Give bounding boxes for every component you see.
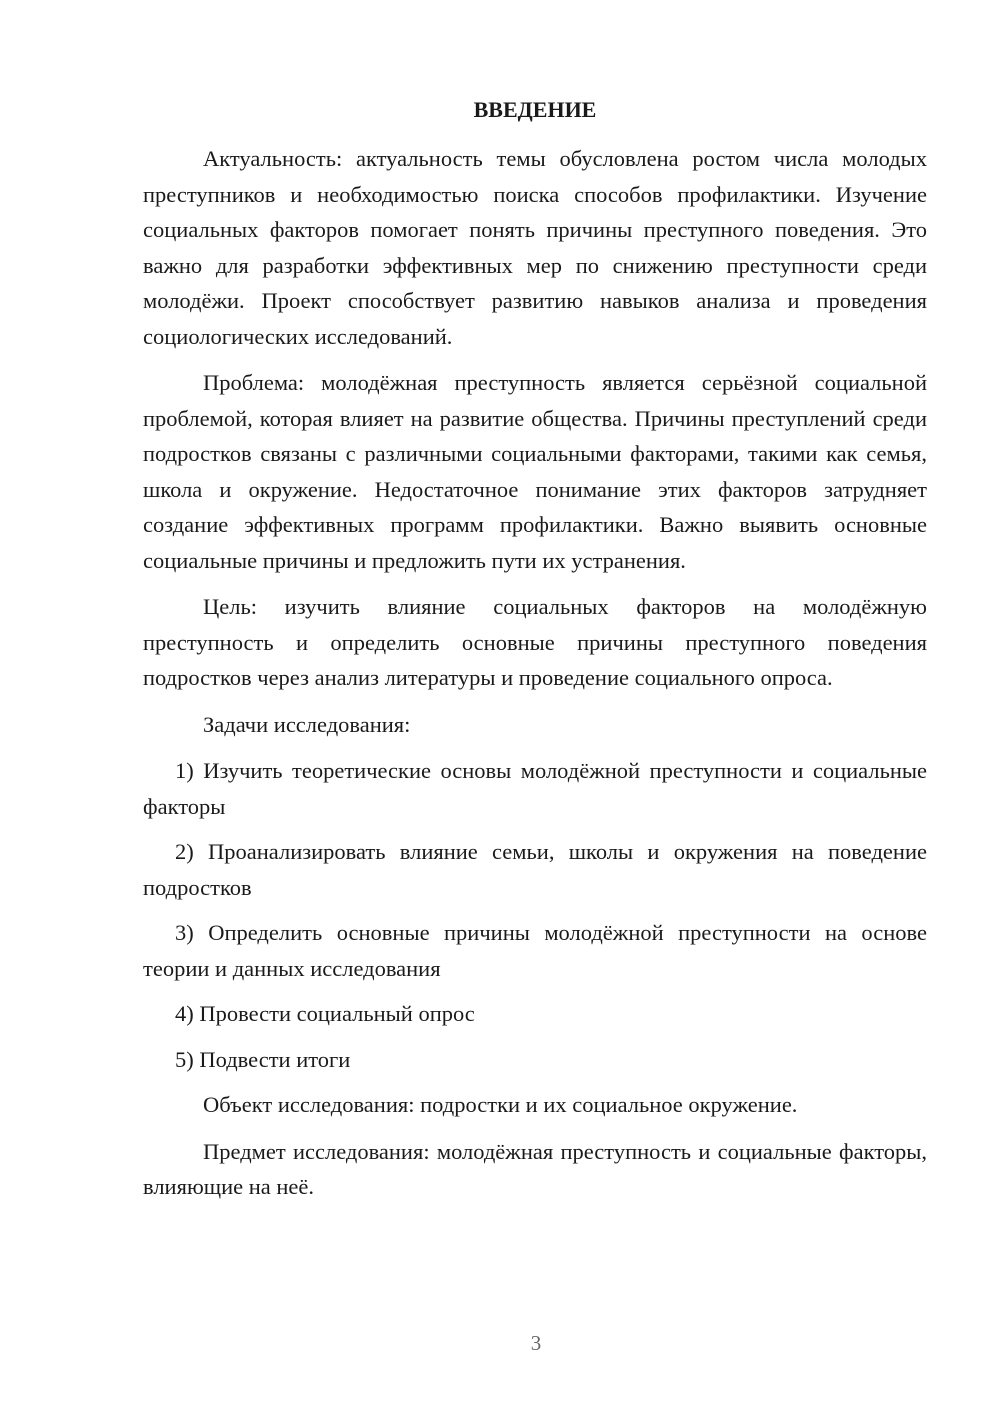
goal-paragraph: Цель: изучить влияние социальных факторов на молодёжную преступность и определить основные причины преступного поведения подростков через анализ литературы и проведение социального опроса. (143, 594, 927, 690)
problem-paragraph: Проблема: молодёжная преступность является серьёзной социальной проблемой, которая влияет на развитие общества. Причины преступлений среди подростков связаны с различными социальными факторами, такими как семья, школа и окружение. Недостаточное понимание этих факторов затрудняет создание эффективных программ профилактики. Важно выявить основные социальные причины и предложить пути их устранения. (143, 370, 927, 573)
tasks-heading: Задачи исследования: (203, 711, 411, 737)
page-number: 3 (530, 1331, 542, 1355)
relevance-paragraph: Актуальность: актуальность темы обусловлена ростом числа молодых преступников и необходимостью поиска способов профилактики. Изучение социальных факторов помогает понять причины преступного поведения. Это важно для разработки эффективных мер по снижению преступности среди молодёжи. Проект способствует развитию навыков анализа и проведения социологических исследований. (143, 146, 927, 349)
section-title: ВВЕДЕНИЕ (473, 97, 597, 122)
object-paragraph: Объект исследования: подростки и их социальное окружение. (203, 1092, 798, 1117)
task-item-2: 2) Проанализировать влияние семьи, школы и окружения на поведение подростков (143, 839, 927, 900)
task-item-1: 1) Изучить теоретические основы молодёжной преступности и социальные факторы (143, 758, 927, 819)
task-item-4: 4) Провести социальный опрос (175, 1001, 475, 1026)
document-page (143, 92, 927, 1216)
subject-paragraph: Предмет исследования: молодёжная преступность и социальные факторы, влияющие на неё. (143, 1138, 927, 1199)
task-item-3: 3) Определить основные причины молодёжной преступности на основе теории и данных исследования (143, 920, 927, 981)
task-item-5: 5) Подвести итоги (175, 1046, 351, 1072)
